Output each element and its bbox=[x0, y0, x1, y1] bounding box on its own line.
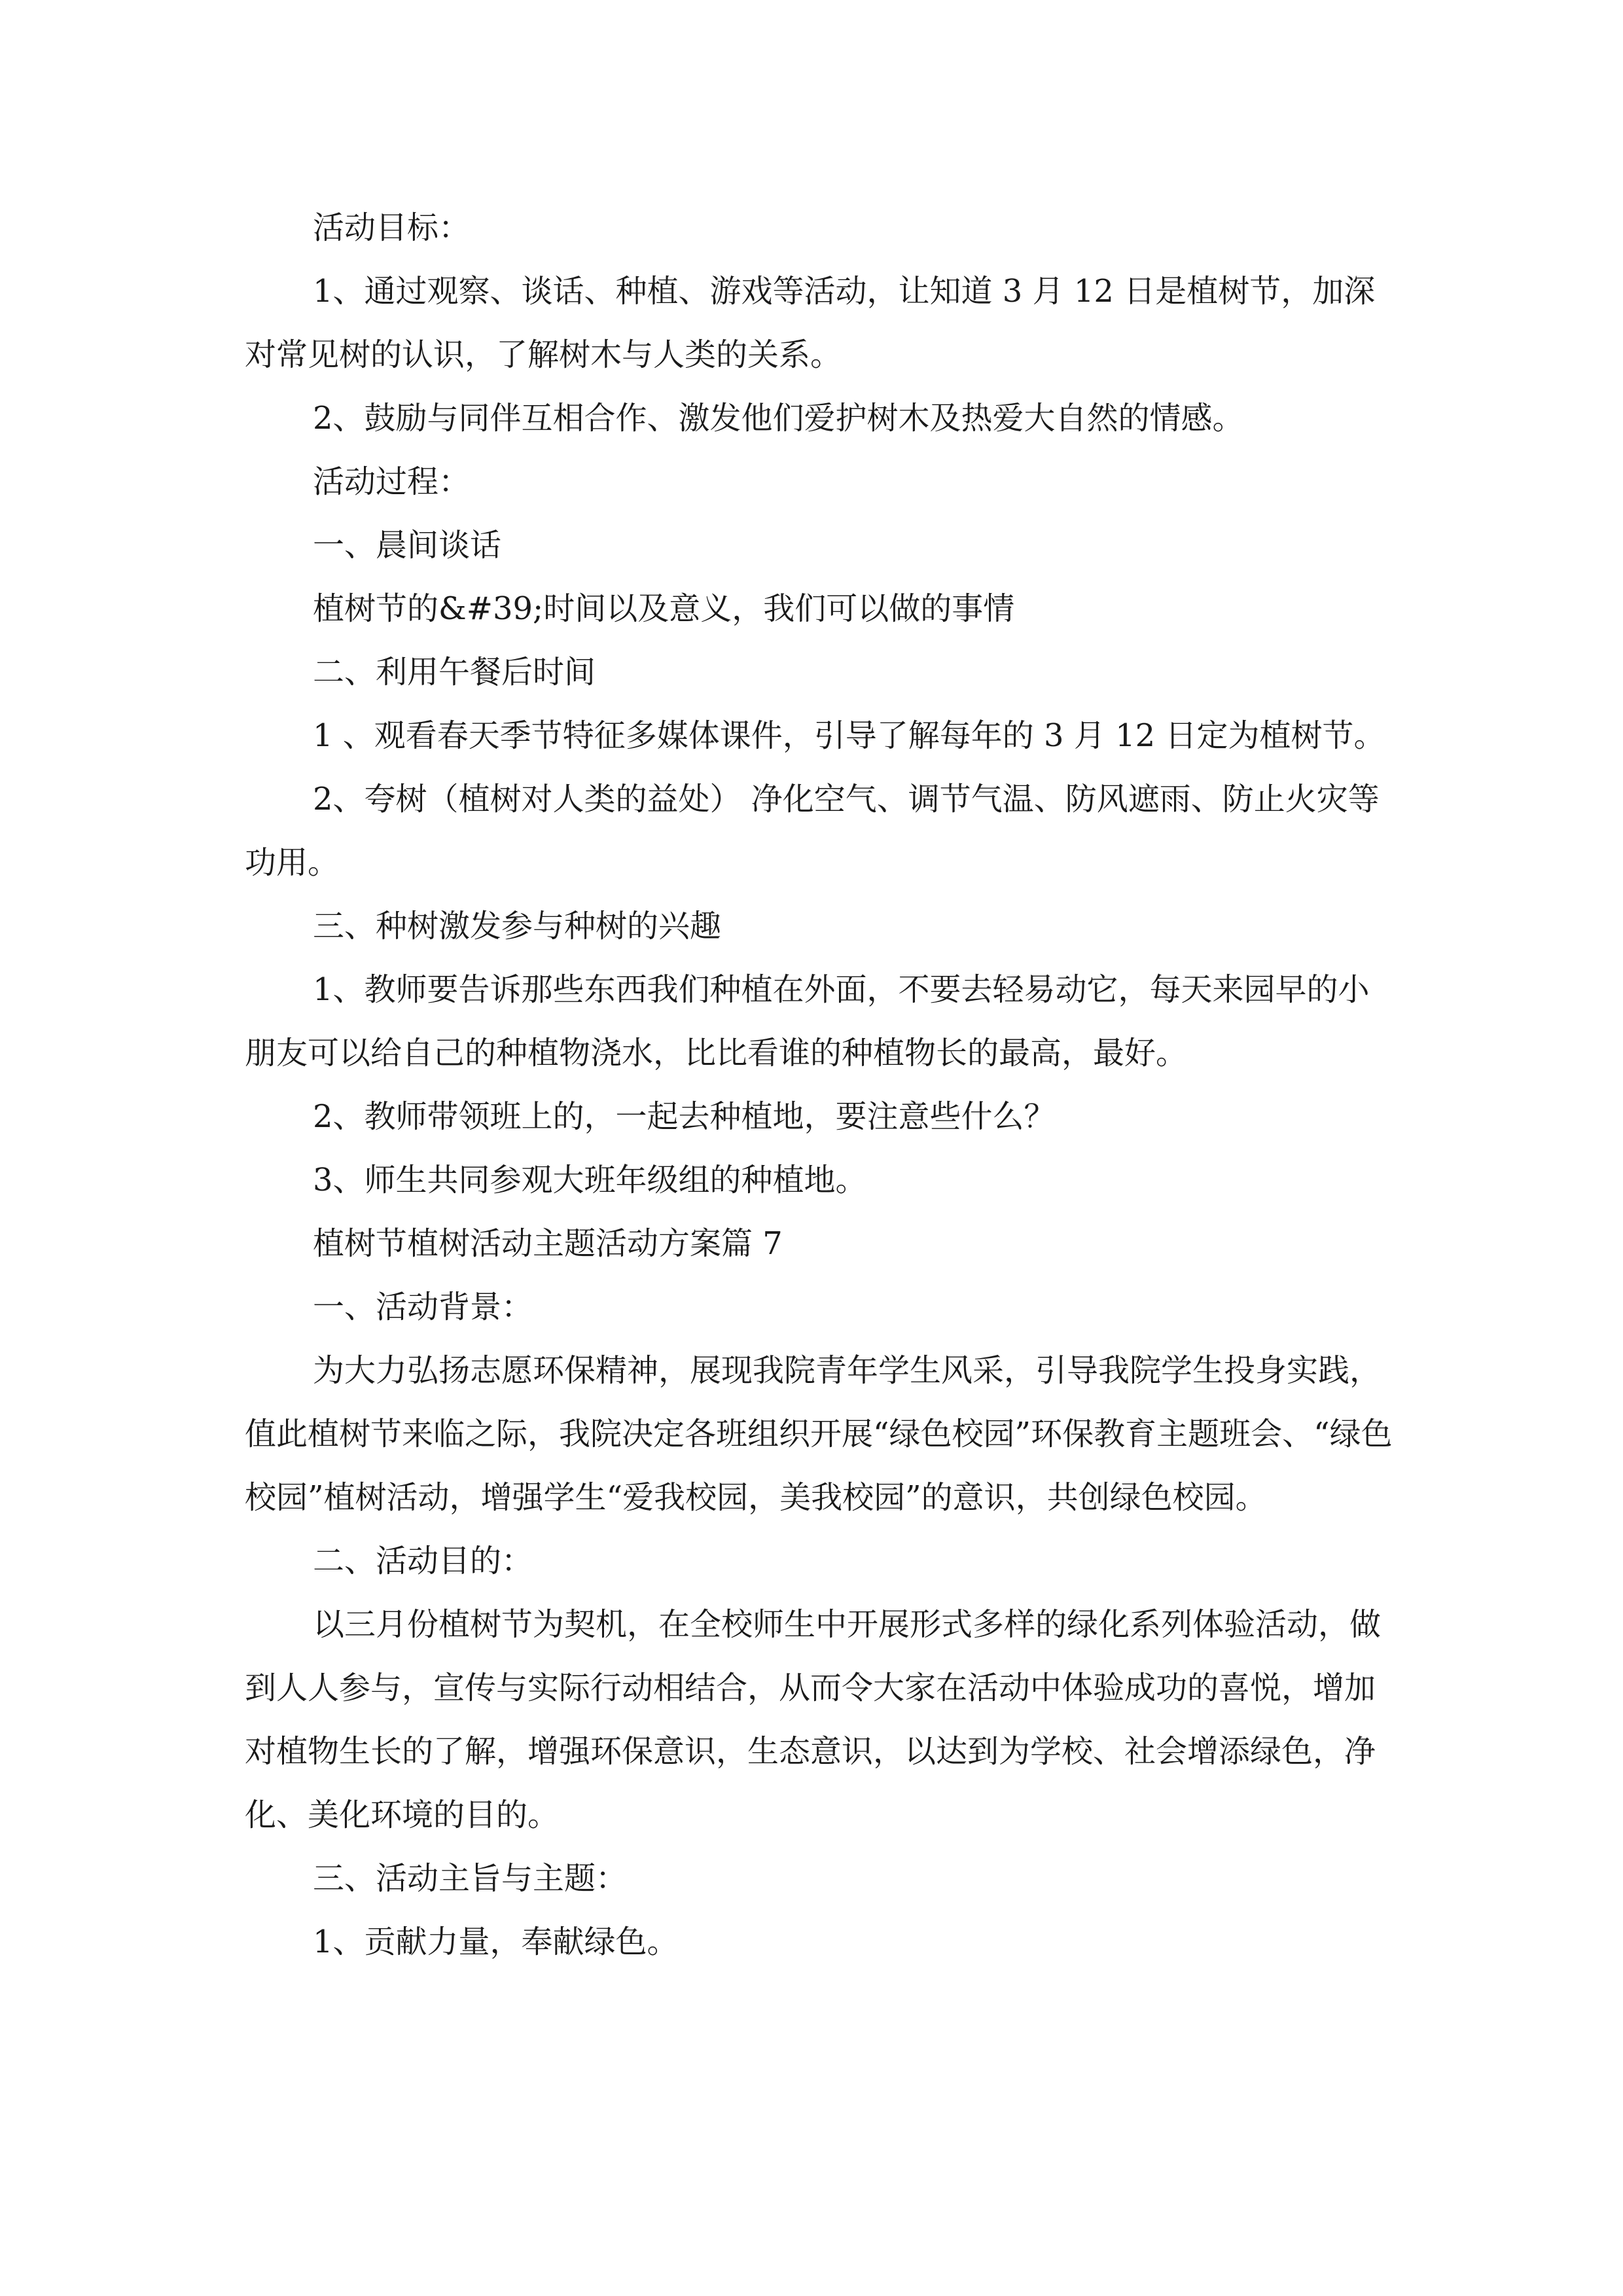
paragraph: 一、活动背景： bbox=[313, 1289, 533, 1325]
paragraph: 三、种树激发参与种树的兴趣 bbox=[313, 908, 722, 944]
paragraph: 二、活动目的： bbox=[313, 1543, 533, 1579]
paragraph: 以三月份植树节为契机，在全校师生中开展形式多样的绿化系列体验活动，做到人人参与，宣传与实际行动相结合，从而令大家在活动中体验成功的喜悦，增加对植物生长的了解，增强环保意识，生态意识，以达到为学校、社会增添绿色，净化、美化环境的目的。 bbox=[245, 1606, 1382, 1833]
paragraph: 1 、观看春天季节特征多媒体课件，引导了解每年的 3 月 12 日定为植树节。 bbox=[313, 717, 1385, 754]
paragraph: 3、师生共同参观大班年级组的种植地。 bbox=[313, 1162, 867, 1198]
paragraph: 活动目标： bbox=[313, 209, 471, 246]
paragraph: 2、鼓励与同伴互相合作、激发他们爱护树木及热爱大自然的情感。 bbox=[313, 400, 1244, 437]
paragraph: 1、贡献力量，奉献绿色。 bbox=[313, 1924, 679, 1960]
paragraph: 2、教师带领班上的，一起去种植地，要注意些什么？ bbox=[313, 1098, 1056, 1135]
paragraph: 三、活动主旨与主题： bbox=[313, 1860, 628, 1897]
paragraph: 植树节的&#39;时间以及意义，我们可以做的事情 bbox=[313, 590, 1015, 627]
document-body bbox=[245, 196, 1397, 1974]
paragraph: 1、通过观察、谈话、种植、游戏等活动，让知道 3 月 12 日是植树节，加深对常见树的认识，了解树木与人类的关系。 bbox=[245, 273, 1376, 373]
paragraph: 活动过程： bbox=[313, 463, 471, 500]
paragraph: 1、教师要告诉那些东西我们种植在外面，不要去轻易动它，每天来园早的小朋友可以给自己的种植物浇水，比比看谁的种植物长的最高，最好。 bbox=[245, 971, 1370, 1071]
paragraph: 一、晨间谈话 bbox=[313, 527, 502, 564]
paragraph: 二、利用午餐后时间 bbox=[313, 654, 596, 691]
section-title: 植树节植树活动主题活动方案篇 7 bbox=[313, 1225, 783, 1262]
paragraph: 2、夸树（植树对人类的益处） 净化空气、调节气温、防风遮雨、防止火灾等功用。 bbox=[245, 781, 1380, 881]
paragraph: 为大力弘扬志愿环保精神，展现我院青年学生风采，引导我院学生投身实践，值此植树节来临之际，我院决定各班组织开展“绿色校园”环保教育主题班会、“绿色校园”植树活动，增强学生“爱我校园，美我校园”的意识，共创绿色校园。 bbox=[245, 1352, 1393, 1516]
